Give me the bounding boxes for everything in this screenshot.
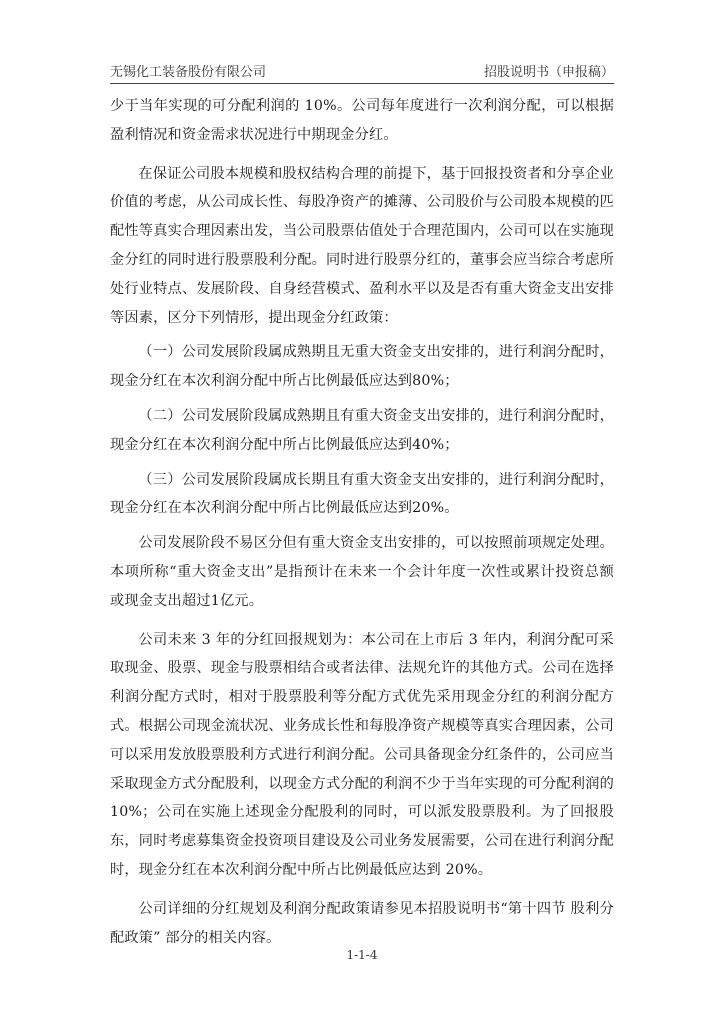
header-divider [110, 83, 614, 84]
paragraph-three-year-plan: 公司未来 3 年的分红回报规划为：本公司在上市后 3 年内，利润分配可采取现金、股票、现金与股票相结合或者法律、法规允许的其他方式。公司在选择利润分配方式时，相对于股票股利等分配方式优先采用现金分红的利润分配方式。根据公司现金流状况、业务成长性和每股净资产规模等真实合理因素，公司可以采用发放股票股利方式进行利润分配。公司具备现金分红条件的，公司应当采取现金方式分配股利，以现金方式分配的利润不少于当年实现的可分配利润的 10%；公司在实施上述现金分配股利的同时，可以派发股票股利。为了回报股东，同时考虑募集资金投资项目建设及公司业务发展需要，公司在进行利润分配时，现金分红在本次利润分配中所占比例最低应达到 20%。 [110, 631, 614, 878]
paragraph-case-three: （三）公司发展阶段属成长期且有重大资金支出安排的，进行利润分配时，现金分红在本次利润分配中所占比例最低应达到20%。 [110, 471, 614, 517]
header-document-type: 招股说明书（申报稿） [483, 65, 614, 80]
page-number: 1-1-4 [346, 948, 378, 962]
document-body [110, 92, 614, 952]
paragraph-case-one: （一）公司发展阶段属成熟期且无重大资金支出安排的，进行利润分配时，现金分红在本次利润分配中所占比例最低应达到80%； [110, 344, 614, 390]
paragraph-case-two: （二）公司发展阶段属成熟期且有重大资金支出安排的，进行利润分配时，现金分红在本次利润分配中所占比例最低应达到40%； [110, 407, 614, 453]
paragraph-dividend-policy-intro: 在保证公司股本规模和股权结构合理的前提下，基于回报投资者和分享企业价值的考虑，从公司成长性、每股净资产的摊薄、公司股价与公司股本规模的匹配性等真实合理因素出发，当公司股票估值处于合理范围内，公司可以在实施现金分红的同时进行股票股利分配。同时进行股票分红的，董事会应当综合考虑所处行业特点、发展阶段、自身经营模式、盈利水平以及是否有重大资金支出安排等因素，区分下列情形，提出现金分红政策： [110, 165, 614, 326]
paragraph-continuation: 少于当年实现的可分配利润的 10%。公司每年度进行一次利润分配，可以根据盈利情况和资金需求状况进行中期现金分红。 [110, 98, 614, 143]
paragraph-reference: 公司详细的分红规划及利润分配政策请参见本招股说明书“第十四节 股利分配政策” 部分的相关内容。 [110, 900, 614, 946]
header-company-name: 无锡化工装备股份有限公司 [110, 65, 267, 80]
paragraph-major-expenditure: 公司发展阶段不易区分但有重大资金支出安排的，可以按照前项规定处理。本项所称“重大资金支出”是指预计在未来一个会计年度一次性或累计投资总额或现金支出超过1亿元。 [110, 535, 614, 609]
page-header [110, 58, 614, 80]
